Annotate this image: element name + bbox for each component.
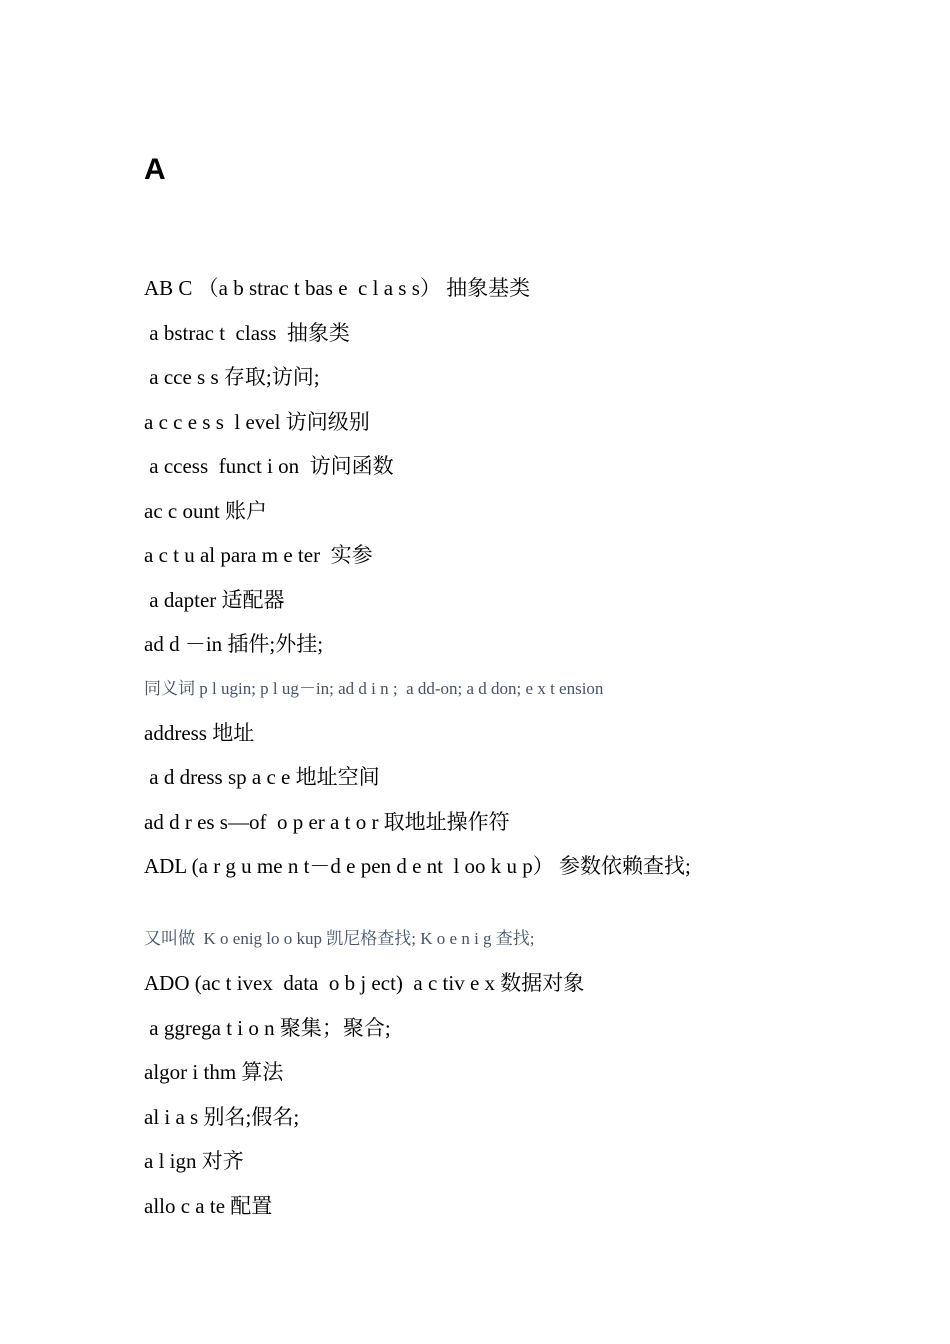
- glossary-entry: a bstrac t class 抽象类: [144, 321, 350, 345]
- glossary-entry: a dapter 适配器: [144, 588, 285, 612]
- glossary-entry: ac c ount 账户: [144, 499, 268, 523]
- glossary-entry: a ccess funct i on 访问函数: [144, 454, 394, 478]
- glossary-entry: address 地址: [144, 721, 255, 745]
- synonym-note: 同义词 p l ugin; p l ug－in; ad d i n ; a dd-on; a d don; e x t ension: [144, 679, 604, 698]
- section-heading: A: [144, 153, 166, 186]
- glossary-entry: ad d －in 插件;外挂;: [144, 632, 324, 656]
- synonym-note: 又叫做 K o enig lo o kup 凯尼格查找; K o e n i g 查找;: [144, 929, 535, 948]
- glossary-entry: ADO (ac t ivex data o b j ect) a c tiv e x 数据对象: [144, 971, 585, 995]
- glossary-entry: ad d r es s—of o p er a t o r 取地址操作符: [144, 810, 510, 834]
- glossary-entry: algor i thm 算法: [144, 1060, 284, 1084]
- glossary-entry: a c t u al para m e ter 实参: [144, 543, 373, 567]
- glossary-entry: al i a s 别名;假名;: [144, 1105, 300, 1129]
- glossary-entry: allo c a te 配置: [144, 1194, 273, 1218]
- glossary-entry: a ggrega t i o n 聚集；聚合;: [144, 1016, 391, 1040]
- glossary-entry: a d dress sp a c e 地址空间: [144, 765, 380, 789]
- glossary-entry: a l ign 对齐: [144, 1149, 244, 1173]
- glossary-entry: AB C （a b strac t bas e c l a s s） 抽象基类: [144, 276, 531, 300]
- glossary-entry: a c c e s s l evel 访问级别: [144, 410, 370, 434]
- glossary-entry: a cce s s 存取;访问;: [144, 365, 320, 389]
- glossary-entry: ADL (a r g u me n t－d e pen d e nt l oo k u p） 参数依赖查找;: [144, 854, 691, 878]
